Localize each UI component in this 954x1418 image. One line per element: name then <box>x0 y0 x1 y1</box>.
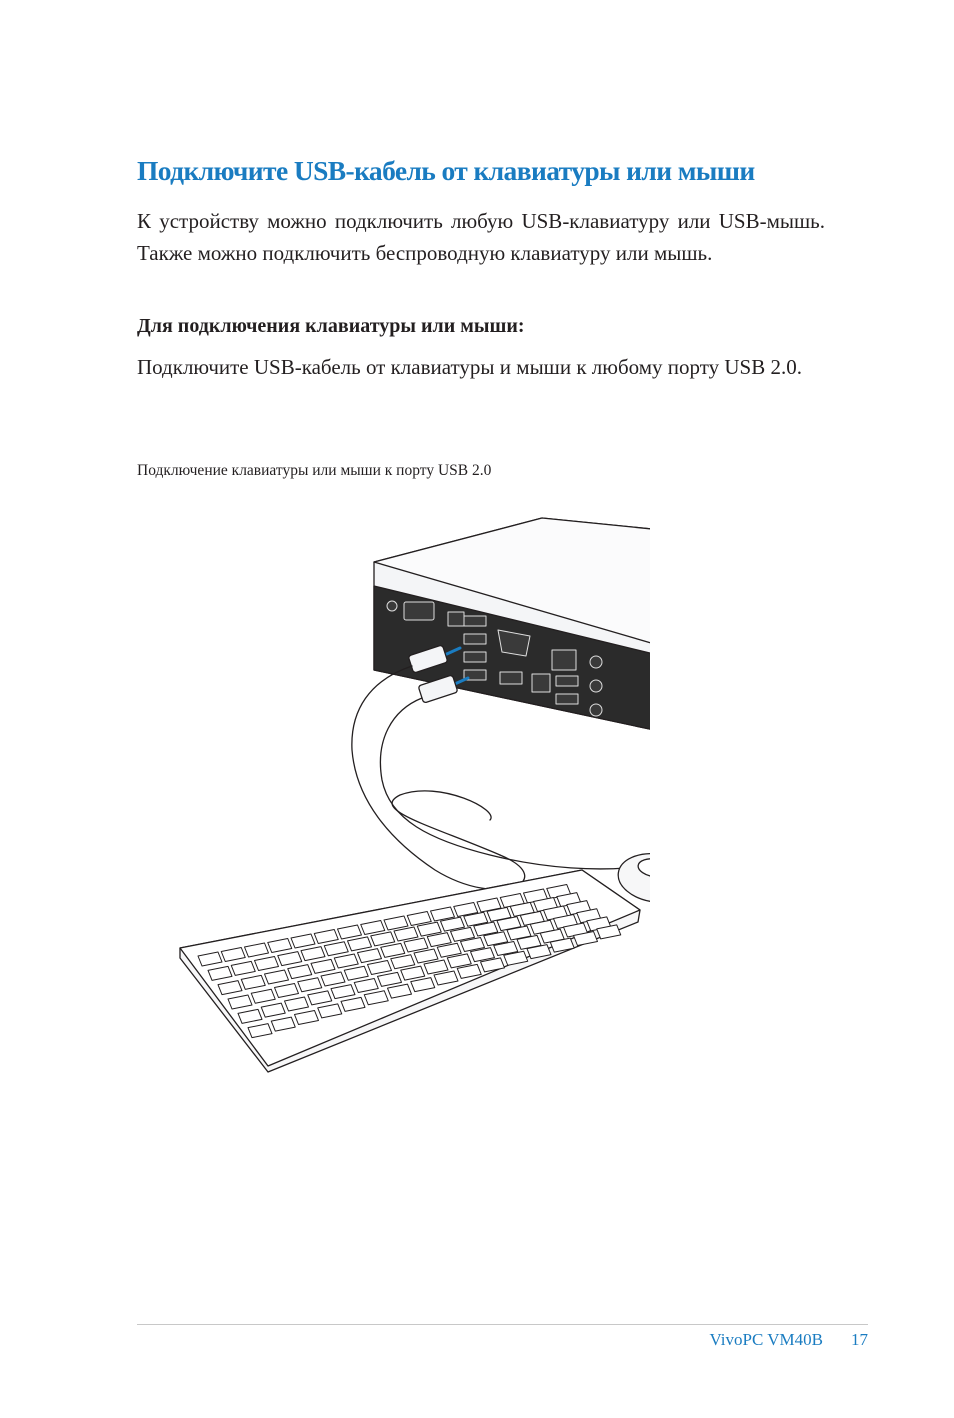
footer-model-name: VivoPC VM40B <box>709 1330 823 1349</box>
section-heading: Подключите USB-кабель от клавиатуры или мыши <box>137 155 755 186</box>
footer-divider <box>137 1324 868 1325</box>
procedure-title: Для подключения клавиатуры или мыши: <box>137 315 525 337</box>
figure-caption: Подключение клавиатуры или мыши к порту USB 2.0 <box>137 462 492 479</box>
intro-paragraph: К устройству можно подключить любую USB-клавиатуру или USB-мышь. Также можно подключить беспроводную клавиатуру или мышь. <box>137 209 825 265</box>
page-number: 17 <box>851 1330 868 1349</box>
mini-pc-icon <box>374 518 650 730</box>
procedure-paragraph: Подключите USB-кабель от клавиатуры и мыши к любому порту USB 2.0. <box>137 355 802 379</box>
keyboard-icon <box>180 870 640 1072</box>
connection-illustration <box>170 510 650 1080</box>
